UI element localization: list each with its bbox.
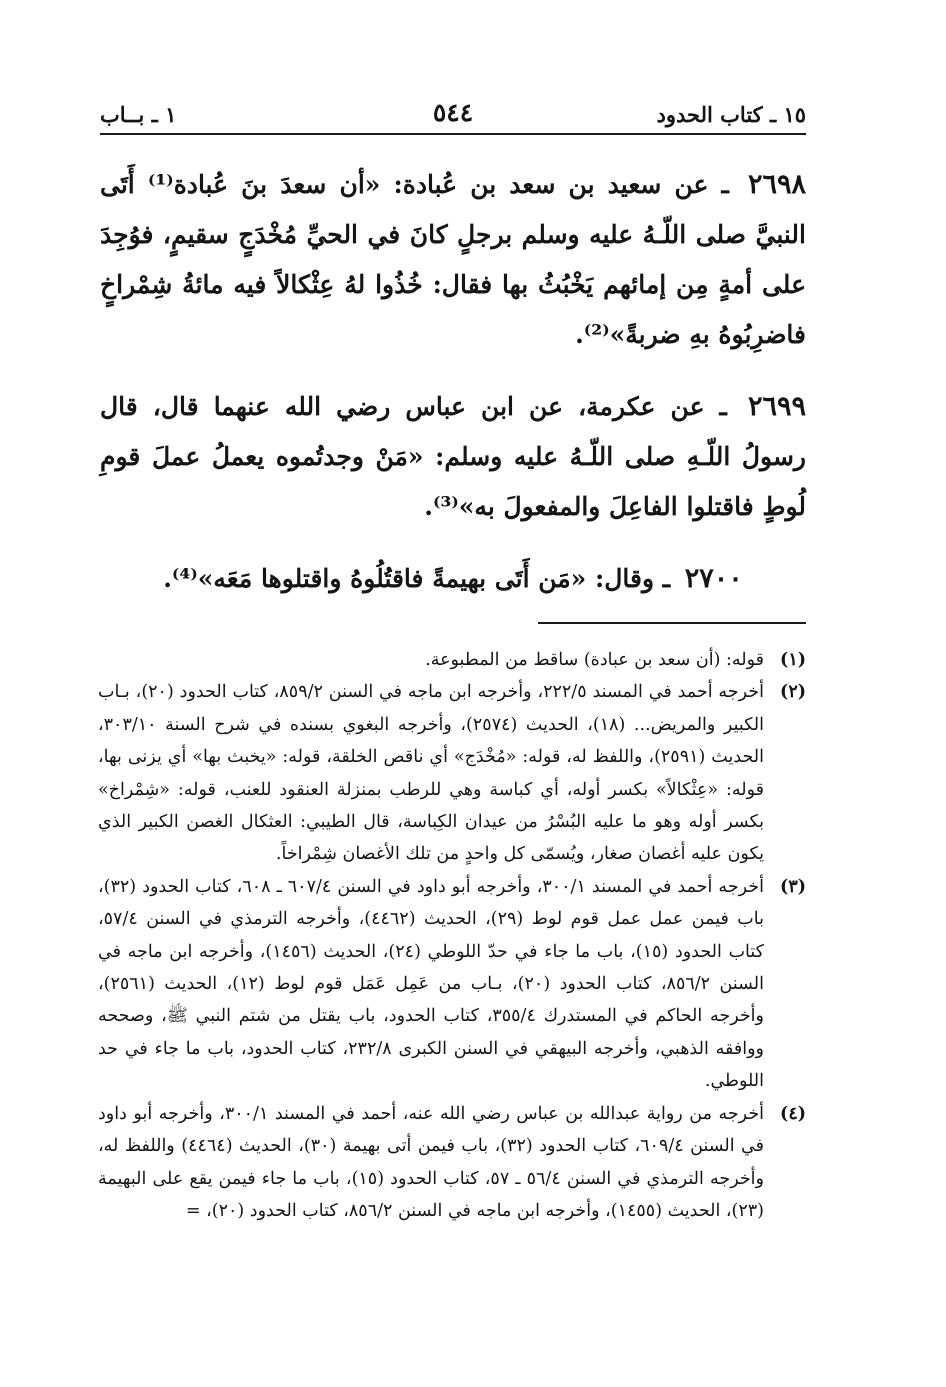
main-text xyxy=(100,160,806,626)
hadith-2700 xyxy=(100,554,806,604)
footnote-text: قوله: (أن سعد بن عبادة) ساقط من المطبوعة. xyxy=(425,650,764,670)
section-title: ١ ـ بــاب xyxy=(100,102,177,127)
footnote-marker: (٢) xyxy=(780,682,806,703)
chapter-title: ١٥ ـ كتاب الحدود xyxy=(656,102,806,127)
footnote-marker: (٤) xyxy=(780,1103,806,1124)
footnote-1 xyxy=(98,644,806,676)
footnote-marker: (١) xyxy=(780,650,806,670)
hadith-number: ٢٦٩٩ xyxy=(747,391,806,422)
hadith-number: ٢٧٠٠ xyxy=(684,563,743,594)
page-number: ٥٤٤ xyxy=(432,98,474,127)
hadith-text: ـ عن عكرمة، عن ابن عباس رضي الله عنهما قال، قال رسولُ اللّـهِ صلى اللّـهُ عليه وسلم: «مَنْ وجدتُموه يعملُ عملَ قومِ لُوطٍ فاقتلوا الفاعِلَ والمفعولَ به»⁽³⁾. xyxy=(100,392,806,521)
footnote-3 xyxy=(98,871,806,1098)
footnote-4 xyxy=(98,1098,806,1228)
hadith-number: ٢٦٩٨ xyxy=(747,169,806,200)
footnote-text: أخرجه أحمد في المسند ٢٢٢/٥، وأخرجه ابن ماجه في السنن ٨٥٩/٢، كتاب الحدود (٢٠)، بـاب الكبير والمريض... (١٨)، الحديث (٢٥٧٤)، وأخرجه البغوي بسنده في شرح السنة ٣٠٣/١٠، الحديث (٢٥٩١)، واللفظ له، قوله: «مُخْدَج» أي ناقص الخلقة، قوله: «يخبث بها» أي يزنى بها، قوله: «عِثْكالاً» بكسر أوله، أي كباسة وهي للرطب بمنزلة العنقود للعنب، قوله: «شِمْراخ» بكسر أوله وهو ما عليه البُسْرُ من عيدان الكِباسة، قال الطيبي: العثكال الغصن الكبير الذي يكون عليه أغصان صغار، ويُسمّى كل واحدٍ من تلك الأغصان شِمْراخاً. xyxy=(98,682,765,865)
hadith-text: ـ وقال: «مَن أَتَى بهيمةً فاقتُلُوهُ واقتلوها مَعَه»⁽⁴⁾. xyxy=(163,564,671,593)
running-header xyxy=(100,98,806,132)
hadith-2699 xyxy=(100,382,806,532)
header-divider xyxy=(100,133,806,135)
footnote-text: أخرجه أحمد في المسند ٣٠٠/١، وأخرجه أبو داود في السنن ٦٠٧/٤ ـ ٦٠٨، كتاب الحدود (٣٢)، باب فيمن عمل عمل قوم لوط (٢٩)، الحديث (٤٤٦٢)، وأخرجه الترمذي في السنن ٥٧/٤، كتاب الحدود (١٥)، باب ما جاء في حدّ اللوطي (٢٤)، الحديث (١٤٥٦)، وأخرجه ابن ماجه في السنن ٨٥٦/٢، كتاب الحدود (٢٠)، بـاب من عَمِل عَمَل قوم لوط (١٢)، الحديث (٢٥٦١)، وأخرجه الحاكم في المستدرك ٣٥٥/٤، كتاب الحدود، باب يقتل من شتم النبي ﷺ، وصححه ووافقه الذهبي، وأخرجه البيهقي في السنن الكبرى ٢٣٢/٨، كتاب الحدود، باب ما جاء في حد اللوطي. xyxy=(98,876,765,1092)
footnote-2 xyxy=(98,676,806,870)
hadith-2698 xyxy=(100,160,806,360)
footnote-divider xyxy=(538,622,806,624)
footnote-marker: (٣) xyxy=(780,876,806,897)
footnote-text: أخرجه من رواية عبدالله بن عباس رضي الله عنه، أحمد في المسند ٣٠٠/١، وأخرجه أبو داود في السنن ٦٠٩/٤، كتاب الحدود (٣٢)، باب فيمن أتى بهيمة (٣٠)، الحديث (٤٤٦٤) واللفظ له، وأخرجه الترمذي في السنن ٥٦/٤ ـ ٥٧، كتاب الحدود (١٥)، باب ما جاء فيمن يقع على البهيمة (٢٣)، الحديث (١٤٥٥)، وأخرجه ابن ماجه في السنن ٨٥٦/٢، كتاب الحدود (٢٠)، = xyxy=(98,1103,765,1221)
footnotes xyxy=(98,644,806,1227)
hadith-text: ـ عن سعيد بن سعد بن عُبادة: «أن سعدَ بنَ عُبادة⁽¹⁾ أَتَى النبيَّ صلى اللّـهُ عليه وسلم برجلٍ كانَ في الحيِّ مُخْدَجٍ سقيمٍ، فوُجِدَ على أمةٍ مِن إمائهم يَخْبُثُ بها فقال: خُذُوا لهُ عِثْكالاً فيه مائةُ شِمْراخٍ فاضرِبُوهُ بهِ ضربةً»⁽²⁾. xyxy=(100,170,806,349)
